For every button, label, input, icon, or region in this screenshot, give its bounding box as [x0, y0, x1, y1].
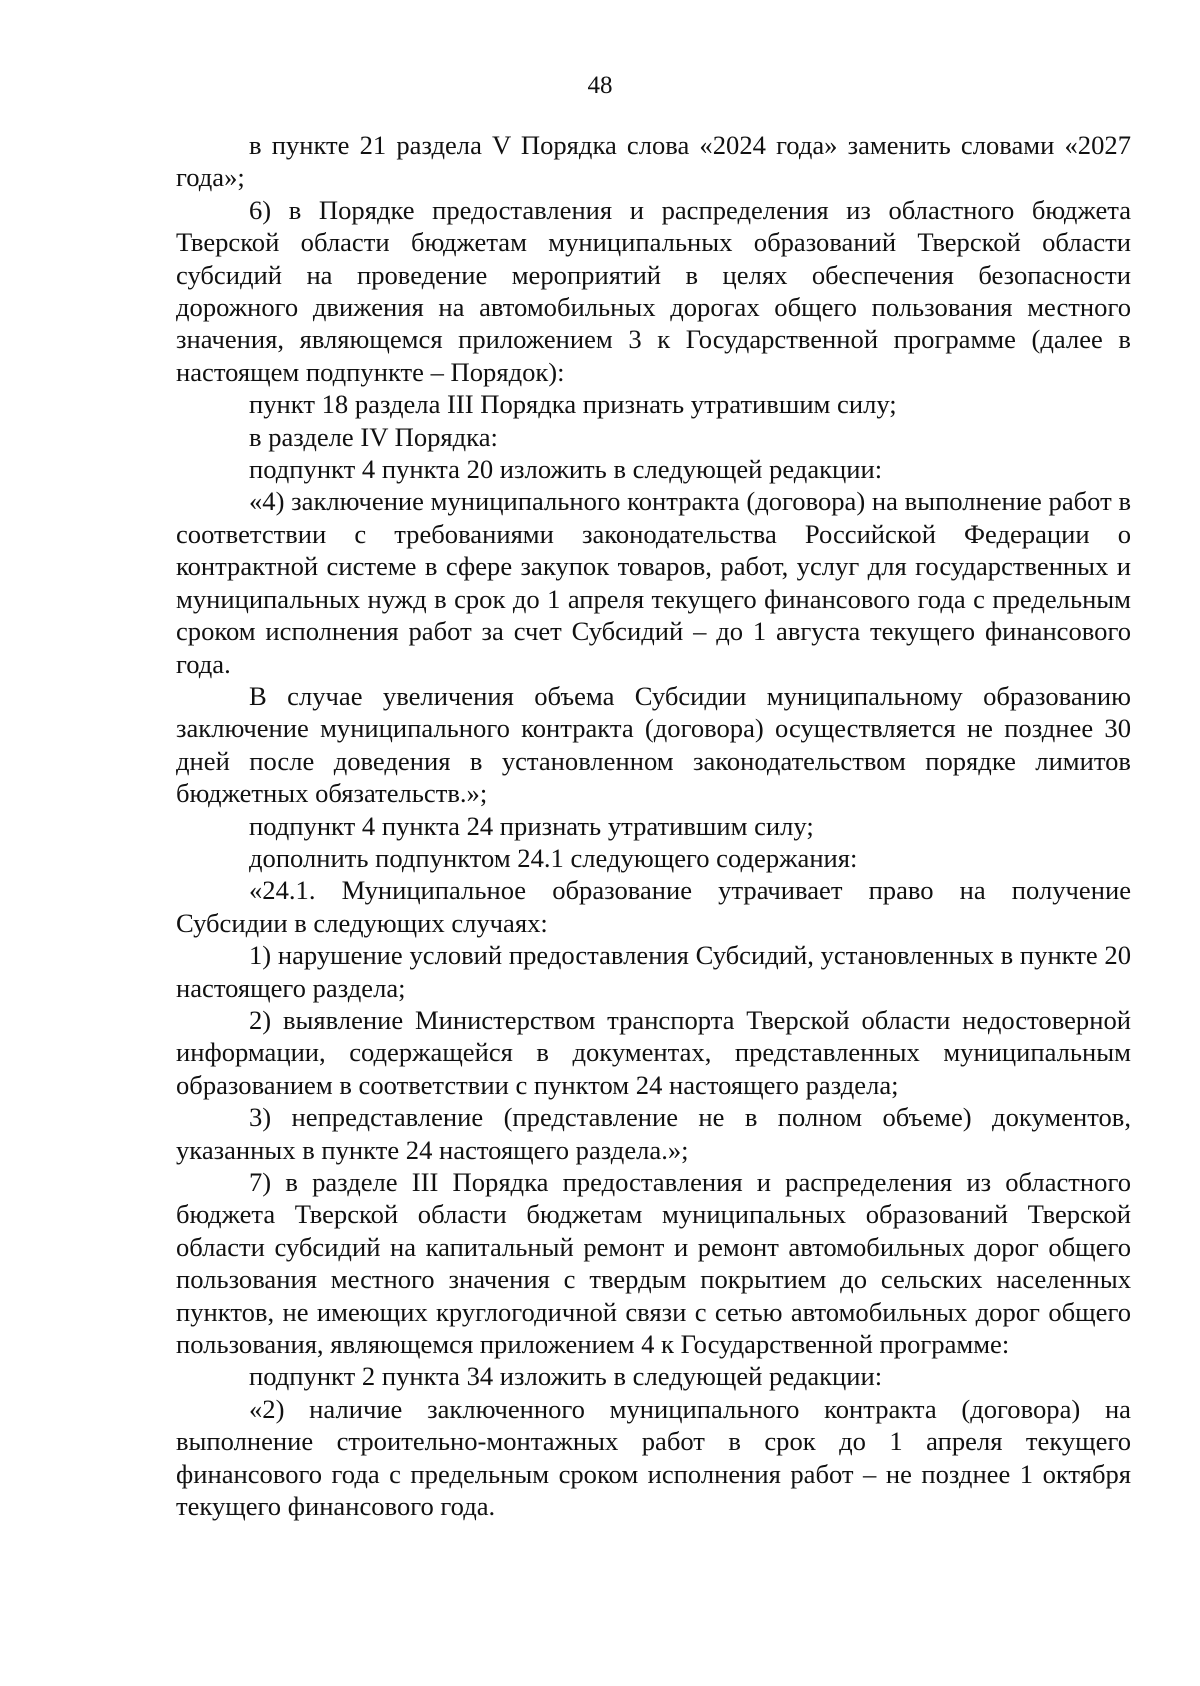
paragraph: дополнить подпунктом 24.1 следующего содержания:: [249, 842, 858, 873]
paragraph: в пункте 21 раздела V Порядка слова «2024 года» заменить словами «2027 года»;: [176, 130, 1131, 193]
paragraph: 6) в Порядке предоставления и распределения из областного бюджета Тверской области бюджетам муниципальных образований Тверской области субсидий на проведение мероприятий в целях обеспечения безопасности дорожного движения на автомобильных дорогах общего пользования местного значения, являющемся приложением 3 к Государственной программе (далее в настоящем подпункте – Порядок):: [176, 194, 1131, 387]
paragraph: «2) наличие заключенного муниципального контракта (договора) на выполнение строительно-монтажных работ в срок до 1 апреля текущего финансового года с предельным сроком исполнения работ – не позднее 1 октября текущего финансового года.: [176, 1393, 1131, 1522]
paragraph: В случае увеличения объема Субсидии муниципальному образованию заключение муниципального контракта (договора) осуществляется не позднее 30 дней после доведения в установленном законодательством порядке лимитов бюджетных обязательств.»;: [176, 680, 1131, 809]
paragraph: «24.1. Муниципальное образование утрачивает право на получение Субсидии в следующих случаях:: [176, 875, 1131, 938]
paragraph: подпункт 4 пункта 20 изложить в следующей редакции:: [249, 454, 883, 485]
paragraph: подпункт 4 пункта 24 признать утратившим силу;: [249, 810, 814, 841]
document-body: [176, 129, 1131, 1522]
paragraph: 1) нарушение условий предоставления Субсидий, установленных в пункте 20 настоящего раздела;: [176, 940, 1131, 1003]
paragraph: в разделе IV Порядка:: [249, 421, 498, 452]
paragraph: пункт 18 раздела III Порядка признать утратившим силу;: [249, 389, 897, 420]
paragraph: 3) непредставление (представление не в полном объеме) документов, указанных в пункте 24 настоящего раздела.»;: [176, 1102, 1131, 1165]
paragraph: подпункт 2 пункта 34 изложить в следующей редакции:: [249, 1361, 883, 1392]
paragraph: 7) в разделе III Порядка предоставления и распределения из областного бюджета Тверской области бюджетам муниципальных образований Тверской области субсидий на капитальный ремонт и ремонт автомобильных дорог общего пользования местного значения с твердым покрытием до сельских населенных пунктов, не имеющих круглогодичной связи с сетью автомобильных дорог общего пользования, являющемся приложением 4 к Государственной программе:: [176, 1167, 1131, 1360]
paragraph: «4) заключение муниципального контракта (договора) на выполнение работ в соответствии с требованиями законодательства Российской Федерации о контрактной системе в сфере закупок товаров, работ, услуг для государственных и муниципальных нужд в срок до 1 апреля текущего финансового года с предельным сроком исполнения работ за счет Субсидий – до 1 августа текущего финансового года.: [176, 486, 1131, 679]
paragraph: 2) выявление Министерством транспорта Тверской области недостоверной информации, содержащейся в документах, представленных муниципальным образованием в соответствии с пунктом 24 настоящего раздела;: [176, 1004, 1131, 1100]
page-number: 48: [587, 72, 613, 99]
